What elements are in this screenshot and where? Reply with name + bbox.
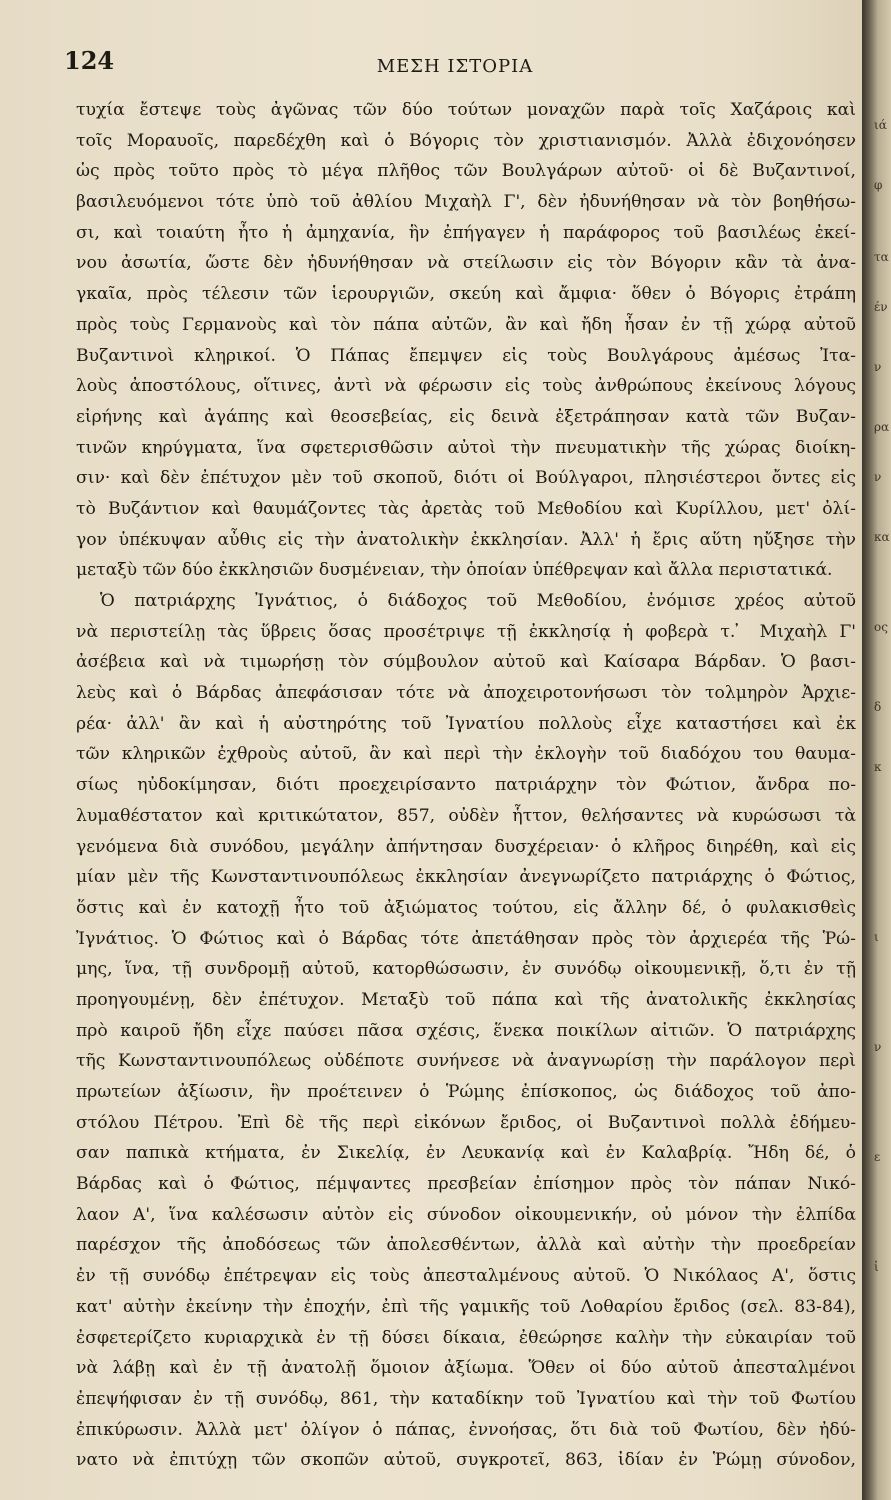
text-line: τυχία ἔστεψε τοὺς ἀγῶνας τῶν δύο τούτων μοναχῶν παρὰ τοῖς Χαζάροις καὶ [76, 100, 856, 120]
page-header [0, 0, 862, 100]
text-line: βασιλευόμενοι τότε ὑπὸ τοῦ ἀθλίου Μιχαὴλ Γ', δὲν ἠδυνήθησαν νὰ τὸν βοηθήσω- [76, 192, 856, 213]
facing-page-fragment: ν [874, 360, 882, 374]
facing-page-fragment: κ [874, 760, 882, 774]
facing-page-fragment: ος [874, 620, 888, 634]
text-line: Ὁ πατριάρχης Ἰγνάτιος, ὁ διάδοχος τοῦ Μεθοδίου, ἐνόμισε χρέος αὐτοῦ [100, 591, 856, 611]
text-line: πρωτείων ἀξίωσιν, ἣν προέτεινεν ὁ Ῥώμης ἐπίσκοπος, ὡς διάδοχος τοῦ ἀπο- [76, 1082, 856, 1102]
text-line: ὅστις καὶ ἐν κατοχῇ ἦτο τοῦ ἀξιώματος τούτου, εἰς ἄλλην δέ, ὁ φυλακισθεὶς [76, 897, 856, 918]
facing-page-fragment: φ [874, 178, 883, 192]
text-line: γκαῖα, πρὸς τέλεσιν τῶν ἱερουργιῶν, σκεύη καὶ ἄμφια· ὅθεν ὁ Βόγορις ἐτράπη [76, 284, 856, 305]
page-number: 124 [64, 46, 115, 75]
facing-page-fragment: ἰ [874, 1260, 879, 1274]
facing-page-fragment: ιά [874, 118, 887, 132]
running-title: ΜΕΣΗ ΙΣΤΟΡΙΑ [376, 56, 534, 77]
facing-page-fragment: κα [874, 530, 890, 544]
text-line: νου ἀσωτία, ὥστε δὲν ἠδυνήθησαν νὰ στείλωσιν εἰς τὸν Βόγοριν κἂν τὰ ἀνα- [76, 253, 856, 274]
text-line: τινῶν κηρύγματα, ἵνα σφετερισθῶσιν αὐτοὶ τὴν πνευματικὴν τῆς χώρας διοίκη- [76, 437, 856, 458]
text-line: νατο νὰ ἐπιτύχῃ τῶν σκοπῶν αὐτοῦ, συγκροτεῖ, 863, ἰδίαν ἐν Ῥώμῃ σύνοδον, [76, 1450, 856, 1471]
text-line: σαν παπικὰ κτήματα, ἐν Σικελίᾳ, ἐν Λευκανίᾳ καὶ ἐν Καλαβρίᾳ. Ἤδη δέ, ὁ [76, 1143, 856, 1164]
facing-page-fragment: ν [874, 470, 882, 484]
text-line: προηγουμένῃ, δὲν ἐπέτυχον. Μεταξὺ τοῦ πάπα καὶ τῆς ἀνατολικῆς ἐκκλησίας [76, 989, 856, 1010]
text-line: μης, ἵνα, τῇ συνδρομῇ αὐτοῦ, κατορθώσωσιν, ἐν συνόδῳ οἰκουμενικῇ, ὅ,τι ἐν τῇ [76, 959, 856, 980]
text-line: μίαν μὲν τῆς Κωνσταντινουπόλεως ἐκκλησίαν ἀνεγνωρίζετο πατριάρχης ὁ Φώτιος, [76, 867, 856, 888]
text-line: σι, καὶ τοιαύτη ἦτο ἡ ἀμηχανία, ἣν ἐπήγαγεν ἡ παράφορος τοῦ βασιλέως ἐκεί- [76, 222, 856, 243]
text-line: πρὸ καιροῦ ἤδη εἶχε παύσει πᾶσα σχέσις, ἕνεκα ποικίλων αἰτιῶν. Ὁ πατριάρχης [76, 1020, 856, 1041]
text-line: ἀσέβεια καὶ νὰ τιμωρήσῃ τὸν σύμβουλον αὐτοῦ καὶ Καίσαρα Βάρδαν. Ὁ βασι- [76, 652, 856, 673]
facing-page-fragment: τα [874, 250, 889, 264]
body-text [76, 95, 856, 1476]
text-line: τοῖς Μοραυοῖς, παρεδέχθη καὶ ὁ Βόγορις τὸν χριστιανισμόν. Ἀλλὰ ἐδιχονόησεν [76, 130, 856, 151]
text-line: Βάρδας καὶ ὁ Φώτιος, πέμψαντες πρεσβείαν ἐπίσημον πρὸς τὸν πάπαν Νικό- [76, 1174, 856, 1195]
text-line: νὰ περιστείλῃ τὰς ὕβρεις ὅσας προσέτριψε τῇ ἐκκλησίᾳ ἡ φοβερὰ τ. ̓ Μιχαὴλ Γ' [76, 621, 856, 642]
text-line: ὡς πρὸς τοῦτο πρὸς τὸ μέγα πλῆθος τῶν Βουλγάρων αὐτοῦ· οἱ δὲ Βυζαντινοί, [76, 161, 856, 182]
text-line: τῶν κληρικῶν ἐχθροὺς αὐτοῦ, ἂν καὶ περὶ τὴν ἐκλογὴν τοῦ διαδόχου του θαυμα- [76, 744, 856, 765]
text-line: ἐπικύρωσιν. Ἀλλὰ μετ' ὀλίγον ὁ πάπας, ἐννοήσας, ὅτι διὰ τοῦ Φωτίου, δὲν ἠδύ- [76, 1419, 856, 1440]
text-line: ρέα· ἀλλ' ἂν καὶ ἡ αὐστηρότης τοῦ Ἰγνατίου πολλοὺς εἶχε καταστήσει καὶ ἐκ [76, 713, 856, 734]
text-line: εἰρήνης καὶ ἀγάπης καὶ θεοσεβείας, εἰς δεινὰ ἐξετράπησαν κατὰ τῶν Βυζαν- [76, 406, 856, 427]
text-line: Ἰγνάτιος. Ὁ Φώτιος καὶ ὁ Βάρδας τότε ἀπετάθησαν πρὸς τὸν ἀρχιερέα τῆς Ῥώ- [76, 928, 856, 949]
text-line: τῆς Κωνσταντινουπόλεως οὐδέποτε συνήνεσε νὰ ἀναγνωρίσῃ τὴν παράλογον περὶ [76, 1051, 856, 1072]
text-line: μεταξὺ τῶν δύο ἐκκλησιῶν δυσμένειαν, τὴν ὁποίαν ὑπέθρεψαν καὶ ἄλλα περιστατικά. [76, 560, 833, 581]
text-line: παρέσχον τῆς ἀποδόσεως τῶν ἀπολεσθέντων, ἀλλὰ καὶ αὐτὴν τὴν προεδρείαν [76, 1235, 856, 1256]
facing-page-fragment: έν [874, 300, 888, 314]
facing-page-fragment: ι [874, 930, 879, 944]
text-line: γενόμενα διὰ συνόδου, μεγάλην ἀπήντησαν δυσχέρειαν· ὁ κλῆρος διηρέθη, καὶ εἰς [76, 836, 856, 857]
text-line: στόλου Πέτρου. Ἐπὶ δὲ τῆς περὶ εἰκόνων ἔριδος, οἱ Βυζαντινοὶ πολλὰ ἐδήμευ- [76, 1112, 856, 1133]
text-line: λαον Α', ἵνα καλέσωσιν αὐτὸν εἰς σύνοδον οἰκουμενικήν, οὐ μόνον τὴν ἐλπίδα [76, 1204, 856, 1225]
text-line: κατ' αὐτὴν ἐκείνην τὴν ἐποχήν, ἐπὶ τῆς γαμικῆς τοῦ Λοθαρίου ἔριδος (σελ. 83-84), [76, 1296, 856, 1317]
text-line: Βυζαντινοὶ κληρικοί. Ὁ Πάπας ἔπεμψεν εἰς τοὺς Βουλγάρους ἀμέσως Ἰτα- [76, 345, 856, 366]
text-line: ἐν τῇ συνόδῳ ἐπέτρεψαν εἰς τοὺς ἀπεσταλμένους αὐτοῦ. Ὁ Νικόλαος Α', ὅστις [76, 1266, 856, 1287]
text-line: ἐσφετερίζετο κυριαρχικὰ ἐν τῇ δύσει δίκαια, ἐθεώρησε καλὴν τὴν εὐκαιρίαν τοῦ [76, 1327, 856, 1348]
text-line: λεὺς καὶ ὁ Βάρδας ἀπεφάσισαν τότε νὰ ἀποχειροτονήσωσι τὸν τολμηρὸν Ἀρχιε- [76, 683, 856, 704]
text-line: νὰ λάβῃ καὶ ἐν τῇ ἀνατολῇ ὅμοιον ἀξίωμα. Ὅθεν οἱ δύο αὐτοῦ ἀπεσταλμένοι [76, 1358, 856, 1379]
text-line: λυμαθέστατον καὶ κριτικώτατον, 857, οὐδὲν ἧττον, θελήσαντες νὰ κυρώσωσι τὰ [76, 805, 856, 826]
facing-page-fragment: ρα [874, 420, 890, 434]
text-line: γον ὑπέκυψαν αὖθις εἰς τὴν ἀνατολικὴν ἐκκλησίαν. Ἀλλ' ἡ ἔρις αὕτη ηὔξησε τὴν [76, 529, 856, 550]
facing-page-edge [862, 0, 891, 1500]
text-line: σιν· καὶ δὲν ἐπέτυχον μὲν τοῦ σκοποῦ, διότι οἱ Βούλγαροι, πλησιέστεροι ὄντες εἰς [76, 468, 856, 489]
text-line: ἐπεψήφισαν ἐν τῇ συνόδῳ, 861, τὴν καταδίκην τοῦ Ἰγνατίου καὶ τὴν τοῦ Φωτίου [76, 1388, 856, 1409]
text-line: τὸ Βυζάντιον καὶ θαυμάζοντες τὰς ἀρετὰς τοῦ Μεθοδίου καὶ Κυρίλλου, μετ' ὀλί- [76, 498, 856, 519]
text-line: λοὺς ἀποστόλους, οἵτινες, ἀντὶ νὰ φέρωσιν εἰς τοὺς ἀνθρώπους ἐκείνους λόγους [76, 376, 856, 397]
text-line: πρὸς τοὺς Γερμανοὺς καὶ τὸν πάπα αὐτῶν, ἂν καὶ ἤδη ἦσαν ἐν τῇ χώρᾳ αὐτοῦ [76, 314, 856, 335]
facing-page-fragment: ν [874, 1040, 882, 1054]
facing-page-fragment: ε [874, 1150, 881, 1164]
facing-page-fragment: δ [874, 700, 882, 714]
text-line: σίως ηὐδοκίμησαν, διότι προεχειρίσαντο πατριάρχην τὸν Φώτιον, ἄνδρα πο- [76, 775, 856, 796]
